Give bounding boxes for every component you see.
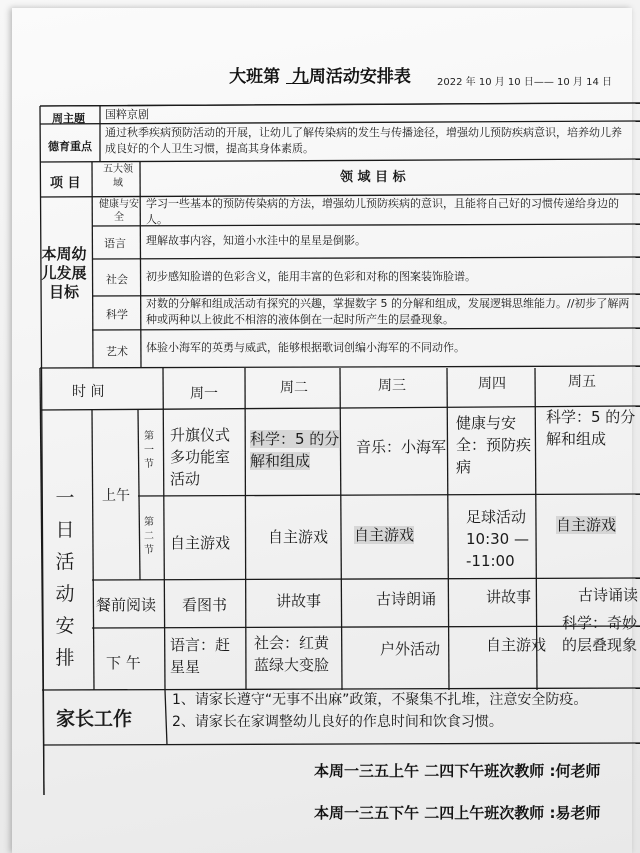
s1-mon: 升旗仪式 多功能室活动 — [170, 426, 231, 488]
title-prefix: 大班第 — [229, 67, 281, 87]
domain-name-art: 艺术 — [106, 345, 128, 358]
section1-label: 第一节 — [144, 431, 154, 470]
morning-label: 上午 — [102, 488, 130, 504]
date-range: 2022 年 10 月 10 日—— 10 月 14 日 — [437, 77, 612, 88]
domain-name-society: 社会 — [106, 273, 128, 286]
moral-label: 德育重点 — [48, 140, 92, 153]
domain-text-science: 对数的分解和组成活动有探究的兴趣，掌握数字 5 的分解和组成，发展逻辑思维能力。//初步了解两种或两种以上彼此不相溶的液体倒在一起时所产生的层叠现象。 — [146, 297, 630, 326]
pm-mon: 语言：赶星星 — [170, 636, 231, 676]
dev-goals-label: 本周幼儿发展目标 — [41, 245, 87, 301]
s1-thu: 健康与安全：预防疾病 — [456, 414, 532, 476]
project-header: 项 目 — [50, 176, 81, 191]
domain-name-language: 语言 — [104, 237, 126, 250]
domain-text-society: 初步感知脸谱的色彩含义，能用丰富的色彩和对称的图案装饰脸谱。 — [146, 270, 476, 283]
pm-wed: 户外活动 — [380, 640, 441, 658]
s1-tue: 科学：5 的分解和组成 — [250, 430, 340, 470]
goals-header: 领 域 目 标 — [340, 170, 406, 185]
parents-item-2: 2、请家长在家调整幼儿良好的作息时间和饮食习惯。 — [172, 714, 503, 730]
five-domains-header: 五大领域 — [103, 164, 133, 189]
domain-text-health: 学习一些基本的预防传染病的方法，增强幼儿预防疾病的意识，且能将自己好的习惯传递给身边的人。 — [146, 197, 619, 226]
s1-wed: 音乐：小海军 — [356, 438, 447, 456]
daily-activity-label: 一日活动安排 — [55, 487, 75, 669]
time-label: 时 间 — [72, 384, 105, 400]
read-fri: 古诗诵读 — [578, 586, 639, 604]
afternoon-label: 下 午 — [106, 654, 141, 672]
title-suffix: 周活动安排表 — [308, 67, 411, 87]
day-thu: 周四 — [478, 376, 506, 392]
theme-value: 国粹京剧 — [105, 108, 149, 121]
day-wed: 周三 — [378, 378, 406, 394]
parents-item-1: 1、请家长遵守“无事不出麻”政策，不聚集不扎堆，注意安全防疫。 — [172, 692, 588, 708]
s2-mon: 自主游戏 — [170, 534, 231, 552]
parents-label: 家长工作 — [56, 708, 133, 730]
title-week: 九 — [291, 67, 309, 87]
read-thu: 讲故事 — [486, 588, 532, 606]
s2-wed: 自主游戏 — [354, 526, 415, 544]
reading-label: 餐前阅读 — [96, 596, 157, 614]
pm-thu: 自主游戏 — [486, 636, 547, 654]
theme-label: 周主题 — [52, 112, 85, 125]
day-fri: 周五 — [568, 374, 596, 390]
domain-name-science: 科学 — [106, 308, 128, 321]
s2-tue: 自主游戏 — [268, 528, 329, 546]
read-wed: 古诗朗诵 — [376, 590, 437, 608]
pm-tue: 社会：红黄蓝绿大变脸 — [254, 634, 330, 674]
day-tue: 周二 — [280, 380, 308, 396]
signature-line-1: 本周一三五上午 二四下午班次教师 :何老师 — [314, 762, 601, 780]
section2-label: 第二节 — [144, 517, 154, 556]
pm-fri: 科学：奇妙的层叠现象 — [562, 614, 638, 654]
signature-line-2: 本周一三五下午 二四上午班次教师 :易老师 — [314, 804, 601, 822]
s2-thu: 足球活动 10:30 — -11:00 — [466, 508, 529, 570]
moral-value: 通过秋季疾病预防活动的开展，让幼儿了解传染病的发生与传播途径，增强幼儿预防疾病意识，培养幼儿养成良好的个人卫生习惯，提高其身体素质。 — [105, 126, 622, 155]
read-mon: 看图书 — [182, 596, 228, 614]
day-mon: 周一 — [190, 386, 218, 402]
read-tue: 讲故事 — [276, 592, 322, 610]
domain-text-language: 理解故事内容，知道小水洼中的星星是倒影。 — [146, 234, 366, 247]
domain-text-art: 体验小海军的英勇与威武，能够根据歌词创编小海军的不同动作。 — [146, 341, 465, 354]
domain-name-health: 健康与安全 — [99, 199, 139, 223]
s1-fri: 科学：5 的分解和组成 — [546, 408, 636, 448]
s2-fri: 自主游戏 — [556, 516, 617, 534]
